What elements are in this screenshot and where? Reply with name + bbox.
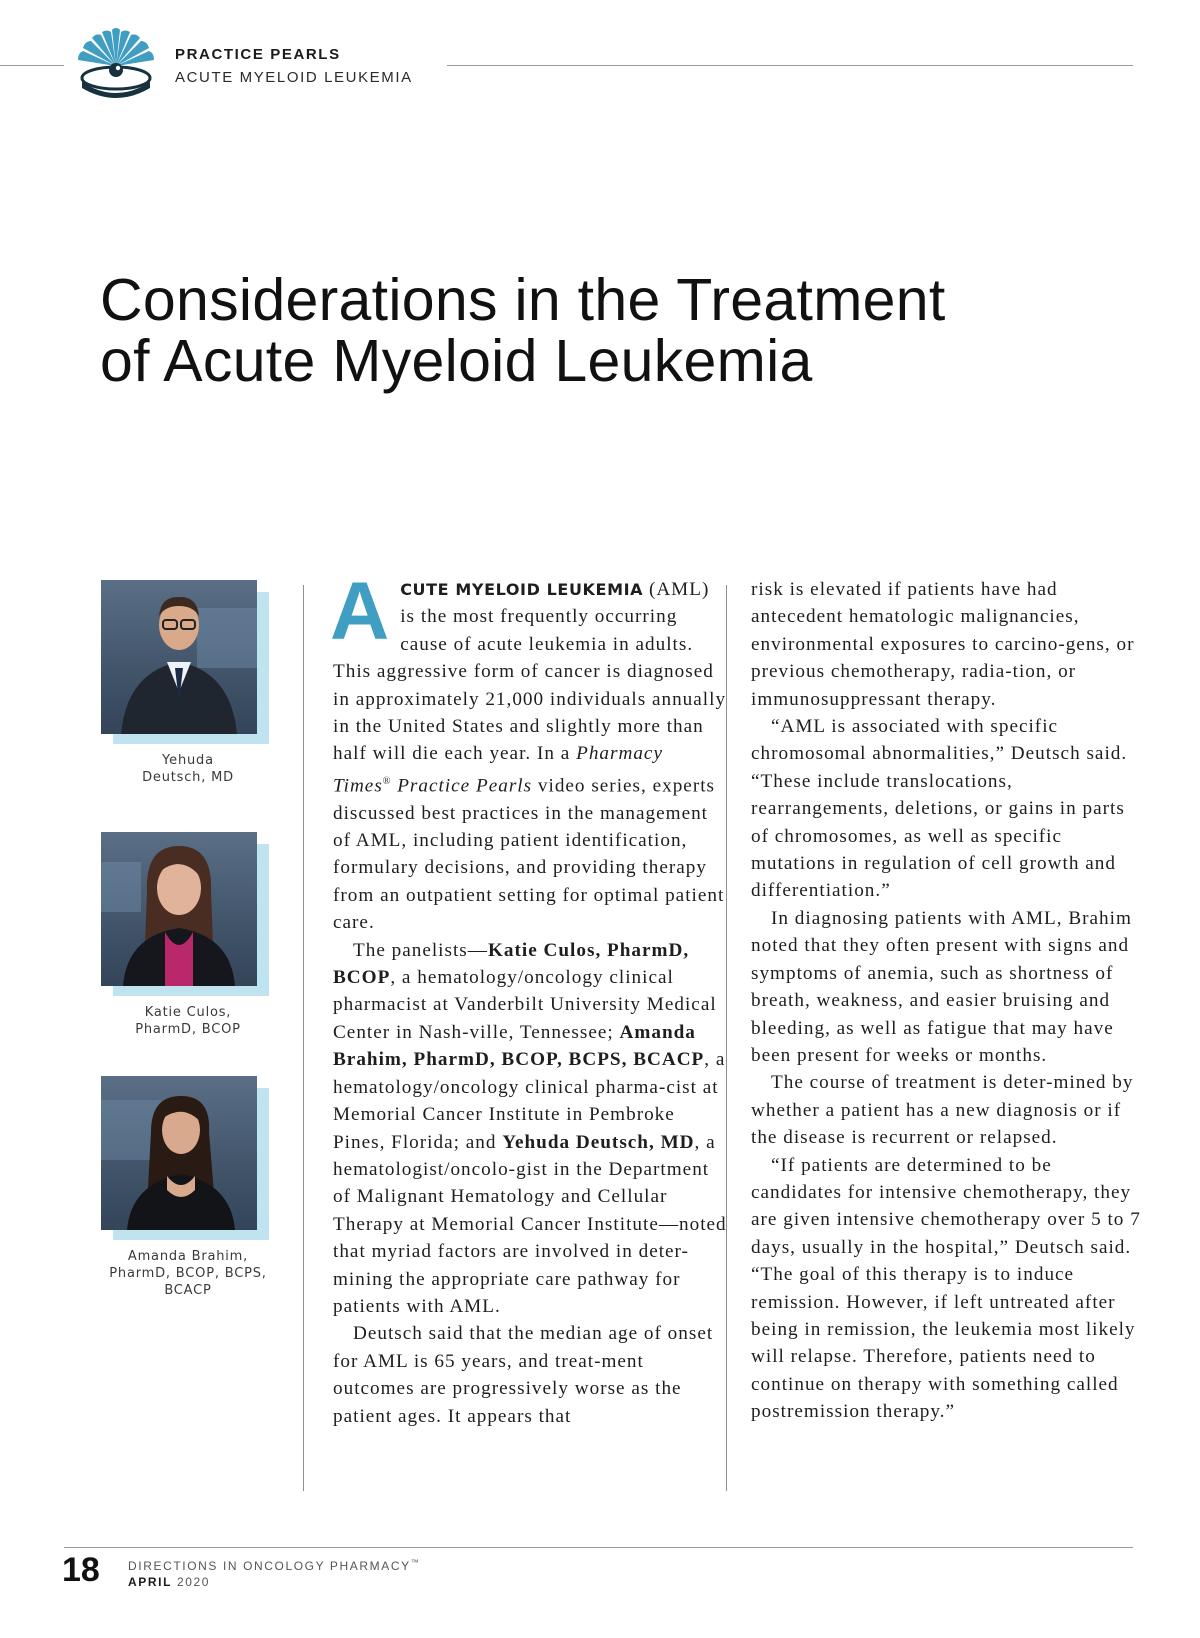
caption-line: Amanda Brahim, xyxy=(127,1249,249,1264)
caption-line: Katie Culos, xyxy=(144,1005,232,1020)
italic-run: Practice Pearls xyxy=(391,775,533,797)
paragraph-risk: risk is elevated if patients have had antecedent hematologic malignancies, environmental exposures to carcino-gens, or previous chemotherapy, radia-tion, or immunosuppressant therapy. xyxy=(751,579,1135,710)
paragraph-intro xyxy=(330,566,727,937)
article-column-2 xyxy=(751,576,1143,1426)
section-kicker: PRACTICE PEARLS xyxy=(175,46,341,63)
portrait-photo xyxy=(101,1076,257,1230)
paragraph-diagnosis: In diagnosing patients with AML, Brahim noted that they often present with signs and symptoms of anemia, such as shortness of breath, weakness, and easier bruising and bleeding, as well as fatigue that may have been present for weeks or months. xyxy=(751,907,1132,1066)
caption-line: Yehuda xyxy=(162,753,214,768)
photo-frame xyxy=(101,1076,269,1240)
footer-rule xyxy=(64,1547,1133,1548)
paragraph-median-age: Deutsch said that the median age of onset for AML is 65 years, and treat-ment outcomes are progressively worse as the patient ages. It appears that xyxy=(333,1323,714,1427)
page-number: 18 xyxy=(62,1551,100,1589)
italic-run: Pharmacy Times xyxy=(333,743,663,797)
section-topic: ACUTE MYELOID LEUKEMIA xyxy=(175,69,413,86)
photo-frame xyxy=(101,832,269,996)
publication-month: APRIL xyxy=(128,1575,172,1589)
article-title xyxy=(100,267,1100,394)
trademark-mark: ™ xyxy=(410,1558,421,1567)
lead-in-caps: CUTE MYELOID LEUKEMIA xyxy=(400,580,644,599)
caption-line: PharmD, BCOP xyxy=(135,1022,241,1037)
caption-line: PharmD, BCOP, BCPS, xyxy=(109,1266,267,1281)
text-run: (AML) is the most frequently occurring cause of acute leukemia in adults. This aggressive form of cancer is diagnosed in approximately 21,000 individuals annually in the United States and slightly more than half will die each year. In a xyxy=(333,579,727,765)
photo-caption xyxy=(101,752,275,786)
portrait-woman-icon xyxy=(101,1076,257,1230)
bold-run: Yehuda Deutsch, MD xyxy=(502,1131,695,1153)
portrait-man-icon xyxy=(101,580,257,734)
registered-mark: ® xyxy=(382,775,392,787)
header-rule-right xyxy=(447,65,1133,66)
portrait-photo xyxy=(101,832,257,986)
text-run: The panelists— xyxy=(353,939,488,961)
panelist-photo-card-deutsch xyxy=(101,580,271,786)
title-line-2: of Acute Myeloid Leukemia xyxy=(100,328,813,394)
publication-date xyxy=(128,1575,210,1589)
column-rule-left xyxy=(303,585,304,1491)
paragraph-course: The course of treatment is deter-mined by whether a patient has a new diagnosis or if the disease is recurrent or relapsed. xyxy=(751,1072,1134,1149)
publication-year: 2020 xyxy=(176,1575,211,1589)
paragraph-panelists xyxy=(333,937,727,1321)
publication-name xyxy=(128,1558,420,1573)
header-rule-left xyxy=(0,65,64,66)
publication-title: DIRECTIONS IN ONCOLOGY PHARMACY xyxy=(128,1559,411,1573)
paragraph-chromosomal: “AML is associated with specific chromosomal abnormalities,” Deutsch said. “These include translocations, rearrangements, deletions, or gains in parts of chromosomes, as well as specific mutations in regulation of cell growth and differentiation.” xyxy=(751,716,1128,902)
paragraph-chemotherapy: “If patients are determined to be candidates for intensive chemotherapy, they are given intensive chemotherapy over 5 to 7 days, usually in the hospital,” Deutsch said. “The goal of this therapy is to induce remission. However, if left untreated after being in remission, the leukemia most likely will relapse. Therefore, patients need to continue on therapy with something called postremission therapy.” xyxy=(751,1154,1141,1423)
panelist-photo-card-brahim xyxy=(101,1076,271,1299)
article-column-1 xyxy=(330,566,727,1430)
shell-pearl-logo-icon xyxy=(74,26,158,102)
text-run: , a hematology/oncology clinical pharmacist at Vanderbilt University Medical Center in Nash-ville, Tennessee; xyxy=(333,967,717,1043)
text-run: , a hematologist/oncolo-gist in the Department of Malignant Hematology and Cellular Therapy at Memorial Cancer Institute—noted that myriad factors are involved in deter-mining the appropriate care pathway for patients with AML. xyxy=(333,1131,727,1317)
photo-caption xyxy=(101,1004,275,1038)
caption-line: Deutsch, MD xyxy=(142,770,234,785)
panelist-photo-card-culos xyxy=(101,832,271,1038)
portrait-woman-icon xyxy=(101,832,257,986)
photo-caption xyxy=(101,1248,275,1299)
bold-run: Katie Culos, PharmD, BCOP xyxy=(333,939,690,989)
portrait-photo xyxy=(101,580,257,734)
bold-run: Amanda Brahim, PharmD, BCOP, BCPS, BCACP xyxy=(333,1021,705,1071)
text-run: video series, experts discussed best practices in the management of AML, including patient identification, formulary decisions, and providing therapy from an outpatient setting for optimal patient care. xyxy=(333,775,725,934)
photo-frame xyxy=(101,580,269,744)
caption-line: BCACP xyxy=(164,1283,212,1298)
drop-cap: A xyxy=(330,566,391,657)
title-line-1: Considerations in the Treatment xyxy=(100,267,946,333)
text-run: , a hematology/oncology clinical pharma-cist at Memorial Cancer Institute in Pembroke Pines, Florida; and xyxy=(333,1049,726,1153)
